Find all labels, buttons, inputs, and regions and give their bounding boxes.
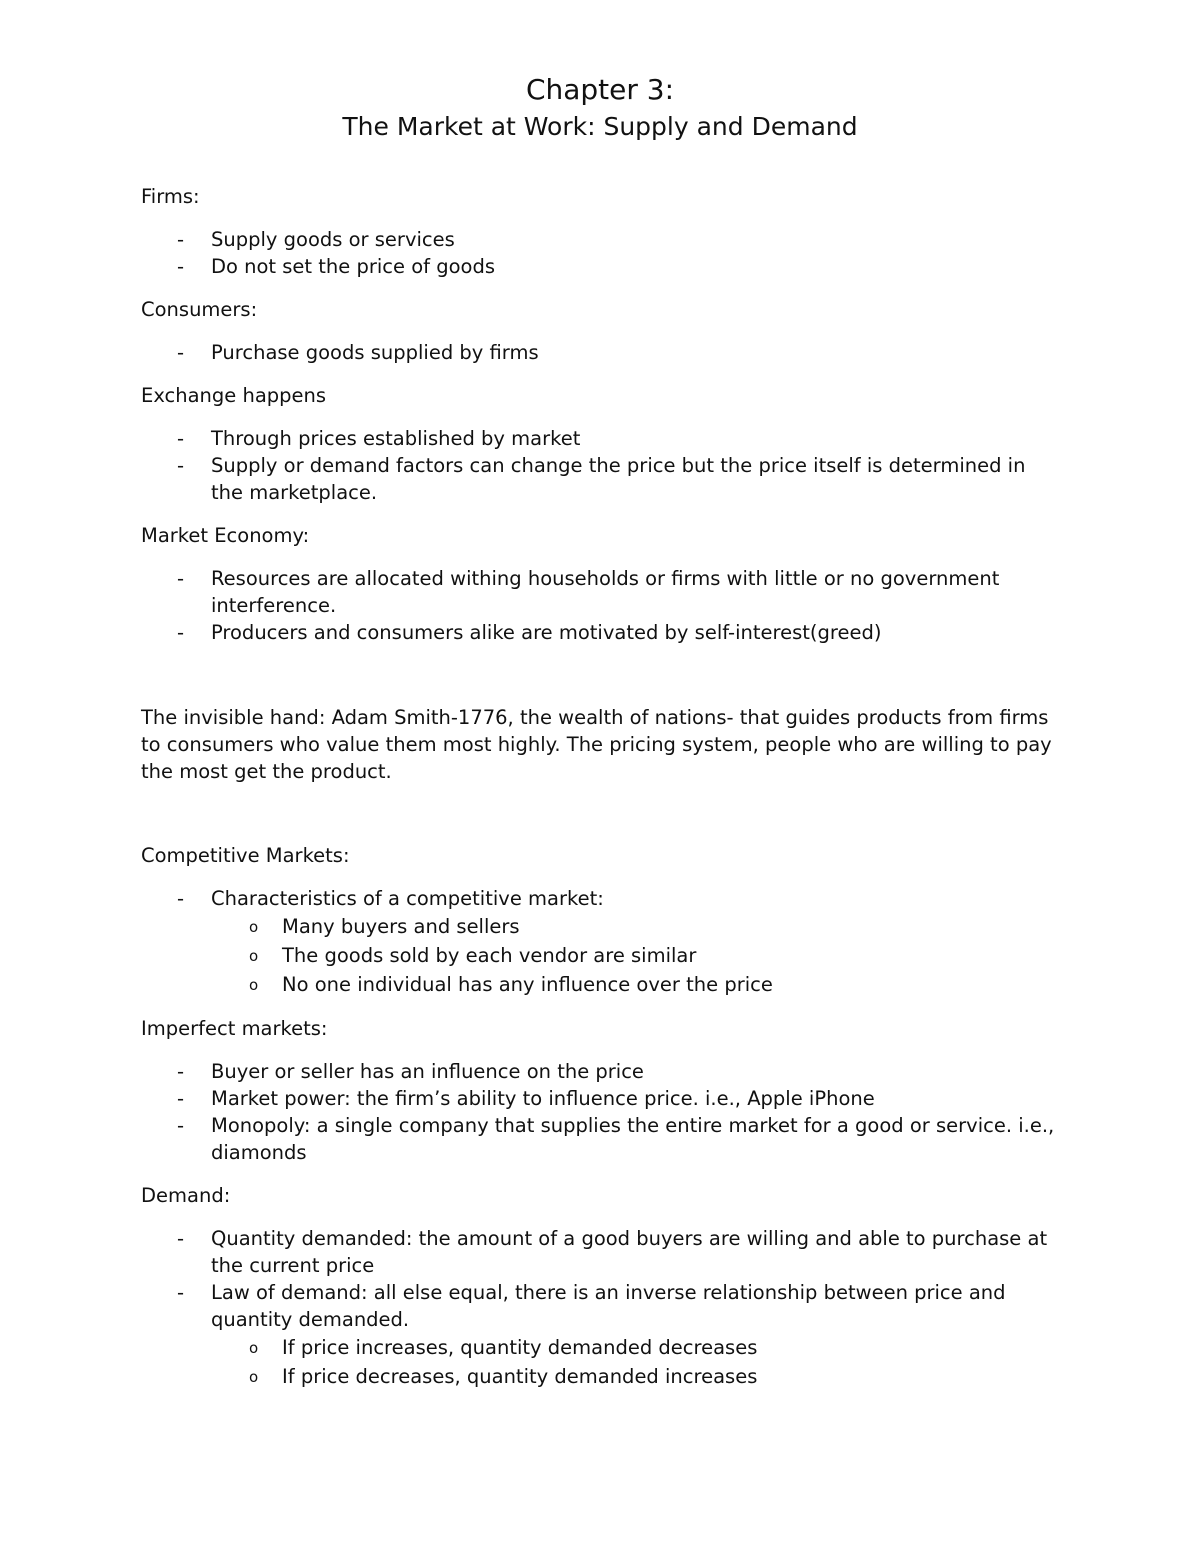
list-item-text: Characteristics of a competitive market: <box>211 887 604 910</box>
list-item <box>141 1225 1061 1279</box>
circle-marker: o <box>249 1368 259 1386</box>
section-heading: Consumers: <box>141 298 258 321</box>
sub-list-item-text: Many buyers and sellers <box>282 915 520 938</box>
bullet-list <box>141 425 1061 506</box>
dash-marker: - <box>177 427 185 450</box>
section-competitive-markets <box>141 842 1061 999</box>
dash-marker: - <box>177 1281 185 1304</box>
section-exchange <box>141 382 1061 506</box>
section-heading: Competitive Markets: <box>141 844 350 867</box>
section-firms <box>141 183 1061 280</box>
dash-marker: - <box>177 1060 185 1083</box>
circle-marker: o <box>249 947 259 965</box>
list-item <box>141 565 1061 619</box>
section-heading: Demand: <box>141 1184 231 1207</box>
bullet-list <box>141 1225 1061 1333</box>
list-item <box>141 452 1061 506</box>
section-imperfect-markets <box>141 1015 1061 1166</box>
list-item-text: Resources are allocated withing households or firms with little or no government interference. <box>211 567 1000 617</box>
list-item-text: Supply or demand factors can change the price but the price itself is determined in the marketplace. <box>211 454 1026 504</box>
list-item <box>141 1279 1061 1333</box>
circle-marker: o <box>249 976 259 994</box>
dash-marker: - <box>177 1227 185 1250</box>
sub-list-item <box>211 970 1061 999</box>
title-block <box>0 70 1200 144</box>
section-heading: Exchange happens <box>141 384 327 407</box>
list-item-text: Through prices established by market <box>211 427 581 450</box>
dash-marker: - <box>177 255 185 278</box>
list-item <box>141 339 1061 366</box>
list-item <box>141 619 1061 646</box>
chapter-title: Chapter 3: <box>525 73 675 106</box>
sub-list-item-text: No one individual has any influence over the price <box>282 973 773 996</box>
circle-marker: o <box>249 1339 259 1357</box>
sub-list-item <box>211 1333 1061 1362</box>
section-heading: Imperfect markets: <box>141 1017 328 1040</box>
bullet-list <box>141 339 1061 366</box>
list-item <box>141 885 1061 912</box>
invisible-hand-paragraph: The invisible hand: Adam Smith-1776, the wealth of nations- that guides products from firms to consumers who value them most highly. The pricing system, people who are willing to pay the most get the product. <box>141 706 1052 783</box>
list-item-text: Market power: the firm’s ability to influence price. i.e., Apple iPhone <box>211 1087 875 1110</box>
list-item-text: Producers and consumers alike are motivated by self-interest(greed) <box>211 621 882 644</box>
list-item-text: Purchase goods supplied by firms <box>211 341 539 364</box>
dash-marker: - <box>177 567 185 590</box>
dash-marker: - <box>177 1114 185 1137</box>
list-item <box>141 425 1061 452</box>
bullet-list <box>141 565 1061 646</box>
dash-marker: - <box>177 454 185 477</box>
sub-list-item <box>211 1362 1061 1391</box>
sub-list-item-text: If price increases, quantity demanded decreases <box>282 1336 758 1359</box>
chapter-subtitle: The Market at Work: Supply and Demand <box>342 112 858 141</box>
list-item <box>141 1058 1061 1085</box>
list-item-text: Do not set the price of goods <box>211 255 495 278</box>
bullet-list <box>141 226 1061 280</box>
bullet-list <box>141 1058 1061 1166</box>
list-item <box>141 226 1061 253</box>
sub-bullet-list <box>211 1333 1061 1391</box>
section-consumers <box>141 296 1061 366</box>
sub-list-item <box>211 941 1061 970</box>
list-item-text: Quantity demanded: the amount of a good buyers are willing and able to purchase at the current price <box>211 1227 1048 1277</box>
spacer <box>141 662 1061 704</box>
dash-marker: - <box>177 341 185 364</box>
bullet-list <box>141 885 1061 912</box>
section-demand <box>141 1182 1061 1391</box>
sub-list-item <box>211 912 1061 941</box>
sub-list-item-text: The goods sold by each vendor are similar <box>282 944 697 967</box>
list-item-text: Law of demand: all else equal, there is an inverse relationship between price and quantity demanded. <box>211 1281 1006 1331</box>
dash-marker: - <box>177 887 185 910</box>
list-item <box>141 1112 1061 1166</box>
sub-list-item-text: If price decreases, quantity demanded increases <box>282 1365 758 1388</box>
spacer <box>141 785 1061 842</box>
section-heading: Firms: <box>141 185 200 208</box>
dash-marker: - <box>177 621 185 644</box>
circle-marker: o <box>249 918 259 936</box>
section-market-economy <box>141 522 1061 646</box>
dash-marker: - <box>177 228 185 251</box>
list-item <box>141 253 1061 280</box>
document-body <box>141 183 1061 1407</box>
list-item-text: Buyer or seller has an influence on the price <box>211 1060 644 1083</box>
list-item-text: Supply goods or services <box>211 228 455 251</box>
section-heading: Market Economy: <box>141 524 310 547</box>
sub-bullet-list <box>211 912 1061 999</box>
list-item-text: Monopoly: a single company that supplies the entire market for a good or service. i.e., diamonds <box>211 1114 1055 1164</box>
dash-marker: - <box>177 1087 185 1110</box>
list-item <box>141 1085 1061 1112</box>
